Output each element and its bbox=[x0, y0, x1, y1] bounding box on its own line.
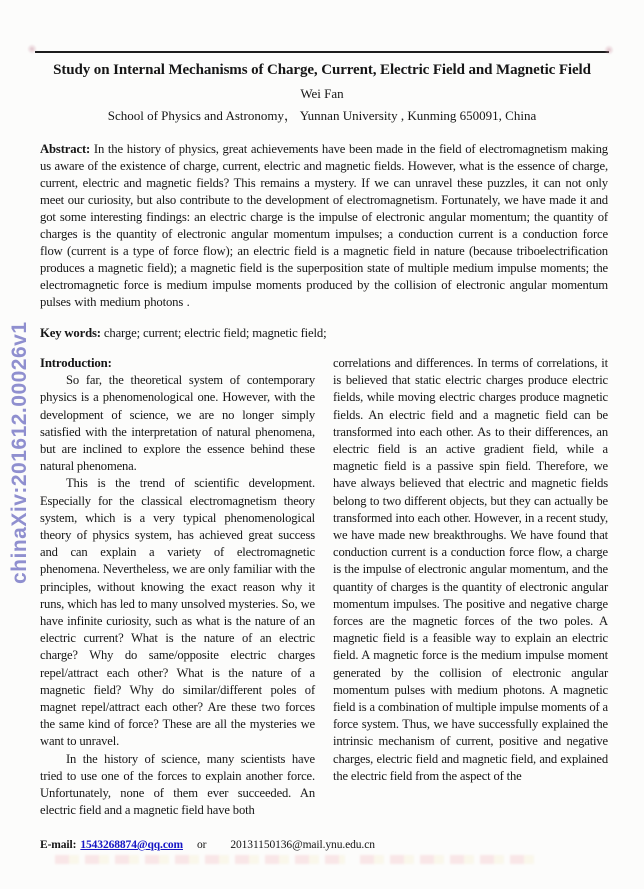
author-affiliation: School of Physics and Astronomy， Yunnan University , Kunming 650091, China bbox=[107, 108, 537, 123]
keywords-line bbox=[40, 325, 608, 342]
header-rule bbox=[35, 51, 609, 53]
chinaxiv-watermark: chinaXiv:201612.00026v1 bbox=[8, 321, 31, 585]
scan-artifact-ghost-right bbox=[360, 855, 540, 864]
email-link[interactable]: 1543268874@qq.com bbox=[80, 839, 183, 851]
email-conjunction: or bbox=[196, 839, 207, 851]
scan-artifact-mark-right bbox=[604, 45, 614, 55]
paragraph: So far, the theoretical system of contemporary physics is a phenomenological one. However, with the development of science, we are no longer simply satisfied with the interpretation of natural phenomena, but are inclined to explore the essence behind these natural phenomena. bbox=[40, 373, 315, 474]
abstract-label: Abstract: bbox=[40, 142, 91, 156]
two-column-body bbox=[40, 355, 608, 819]
scan-artifact-mark-left bbox=[27, 44, 37, 54]
keywords-text: charge; current; electric field; magnetic field; bbox=[100, 326, 327, 340]
keywords-label: Key words: bbox=[40, 326, 101, 340]
author-name: Wei Fan bbox=[300, 86, 344, 101]
abstract-text: In the history of physics, great achievements have been made in the field of electromagnetism making us aware of the existence of charge, current, electric and magnetic fields. However, what is the essence of charge, current, electric and magnetic fields? This remains a mystery. If we can unravel these puzzles, it can not only meet our curiosity, but also contribute to the development of electromagnetism. Fortunately, we have made it and got some interesting findings: an electric charge is the impulse of electronic angular momentum; the quantity of charges is the quantity of electronic angular momentum impulses; a conduction current is a conduction force flow (current is a type of force flow); an electric field is a magnetic field in nature (because triboelectrification produces a magnetic field); a magnetic field is the superposition state of multiple medium impulse moments; the electromagnetic force is medium impulse moments produced by the collision of electronic angular momentum pulses with medium photons . bbox=[40, 142, 608, 309]
abstract-paragraph bbox=[40, 141, 608, 311]
right-column bbox=[333, 355, 608, 819]
left-column bbox=[40, 355, 315, 819]
paragraph: This is the trend of scientific development. Especially for the classical electromagnetism theory system, which is a very typical phenomenological theory of physics system, has achieved great success and can explain a variety of electromagnetic phenomena. Nevertheless, we are only familiar with the principles, without knowing the exact reason why it runs, which has led to many unsolved mysteries. So, we have infinite curiosity, such as what is the nature of an electric current? What is the nature of an electric charge? Why do same/opposite electric charges repel/attract each other? What is the nature of a magnetic field? Why do similar/different poles of magnet repel/attract each other? Are these two forces the same kind of force? These are all the mysteries we want to unravel. bbox=[40, 476, 315, 749]
paper-title: Study on Internal Mechanisms of Charge, Current, Electric Field and Magnetic Field bbox=[53, 62, 591, 78]
footer-email-line bbox=[40, 839, 375, 851]
introduction-heading: Introduction: bbox=[40, 356, 112, 370]
email-alt: 20131150136@mail.ynu.edu.cn bbox=[230, 839, 375, 851]
scan-artifact-ghost-left bbox=[55, 855, 345, 864]
paragraph: In the history of science, many scientists have tried to use one of the forces to explain another force. Unfortunately, none of them ever succeeded. An electric field and a magnetic field have both bbox=[40, 751, 315, 818]
email-label: E-mail: bbox=[40, 839, 77, 851]
paragraph: correlations and differences. In terms of correlations, it is believed that static electric charges produce electric fields, while moving electric charges produce magnetic fields. An electric field and a magnetic field can be transformed into each other. As to their differences, an electric field is an active gradient field, while a magnetic field is a passive spin field. Therefore, we have always believed that electric and magnetic fields belong to two different objects, but they can actually be transformed into each other. However, in a recent study, we have made new breakthroughs. We have found that conduction current is a conduction force flow, a charge is the impulse of electronic angular momentum, and the quantity of charges is the quantity of electronic angular momentum impulses. The positive and negative charge forces are the magnetic forces of the two poles. A magnetic field is a feasible way to explain an electric field. A magnetic force is the medium impulse moment generated by the collision of electronic angular momentum pulses with medium photons. A magnetic field is a combination of multiple impulse moments of a force system. Thus, we have successfully explained the intrinsic mechanism of current, positive and negative charges, electric field and magnetic field, and explained the electric field from the aspect of the bbox=[333, 356, 608, 783]
